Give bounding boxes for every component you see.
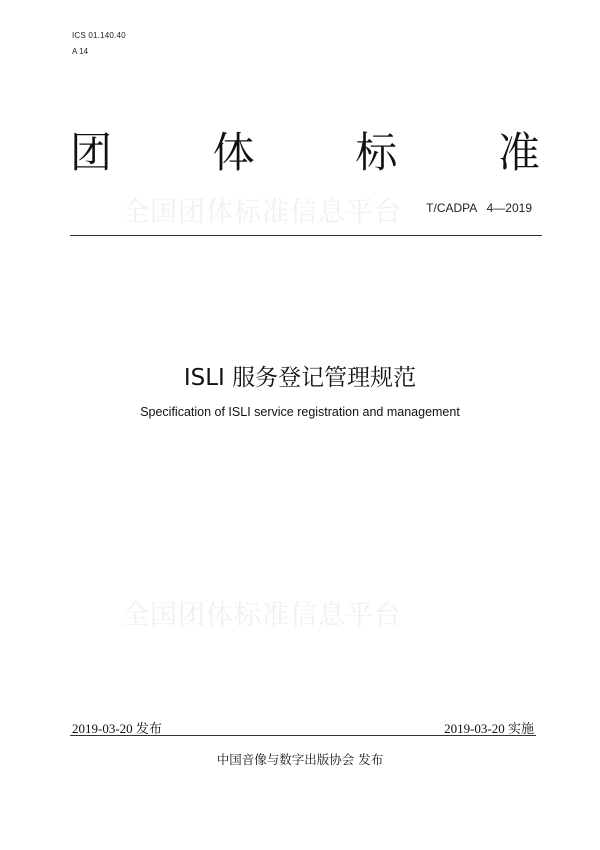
publisher: 中国音像与数字出版协会 发布 [216, 752, 384, 767]
header-divider [70, 235, 542, 236]
heading-char-3: 标 [355, 128, 398, 177]
footer-divider [70, 735, 536, 736]
heading-char-1: 团 [70, 128, 113, 177]
ics-code: ICS 01.140.40 [72, 31, 126, 40]
document-title-english: Specification of ISLI service registration and management [140, 405, 460, 419]
heading-char-2: 体 [212, 128, 255, 177]
standard-number: T/CADPA 4—2019 [426, 201, 532, 215]
document-title-chinese: ISLI 服务登记管理规范 [183, 365, 417, 391]
watermark-bottom: 全国团体标准信息平台 [122, 600, 402, 631]
heading-char-4: 准 [497, 128, 540, 177]
document-type-heading [70, 128, 540, 178]
release-date: 2019-03-20 发布 [72, 721, 162, 736]
ccs-code: A 14 [72, 47, 89, 56]
watermark-top: 全国团体标准信息平台 [122, 197, 402, 228]
implementation-date: 2019-03-20 实施 [444, 721, 534, 736]
